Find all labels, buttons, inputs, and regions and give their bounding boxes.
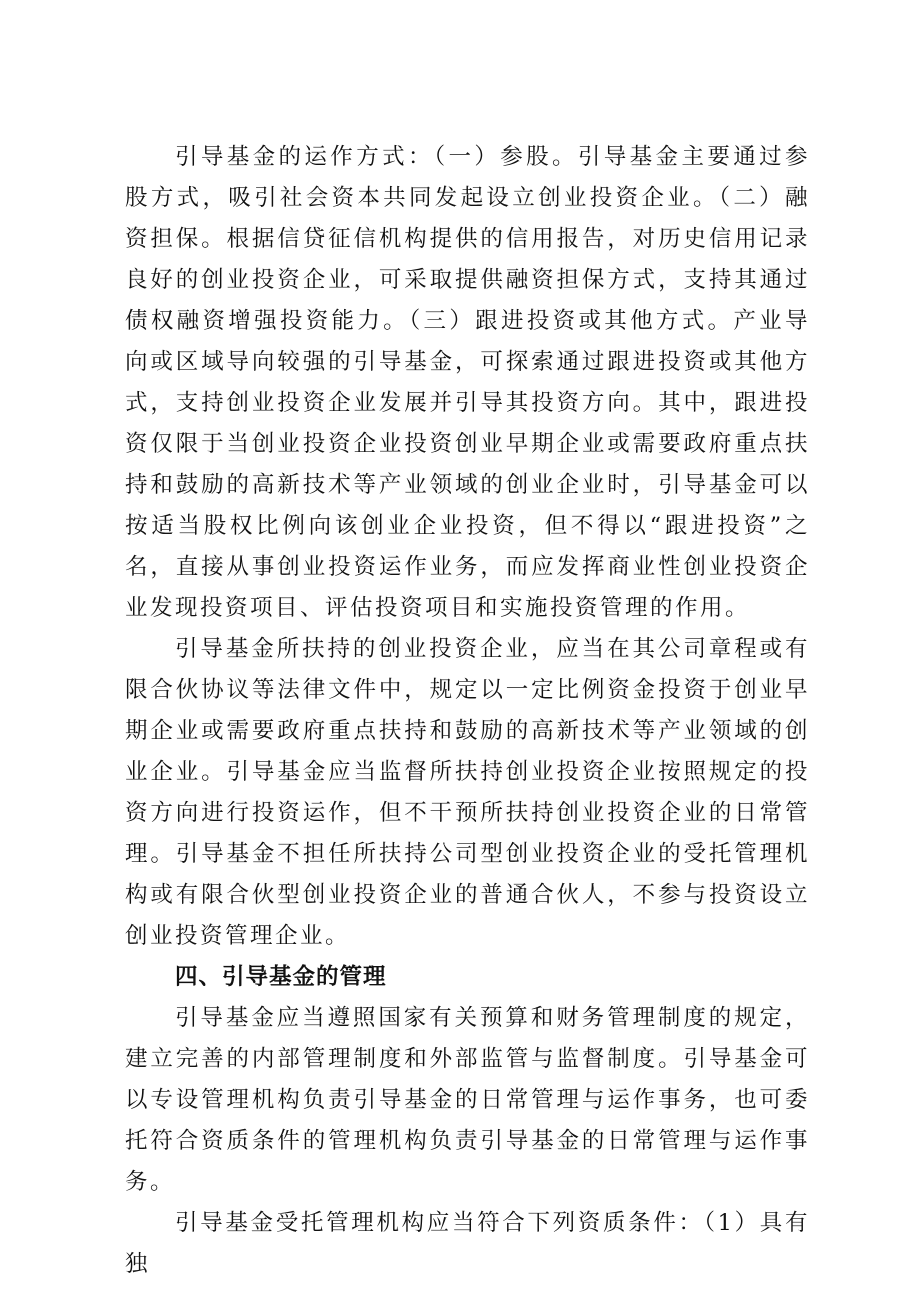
section-heading: 四、引导基金的管理	[175, 964, 387, 990]
paragraph-operation-methods: 引导基金的运作方式：（一）参股。引导基金主要通过参股方式，吸引社会资本共同发起设立创业投资企业。（二）融资担保。根据信贷征信机构提供的信用报告，对历史信用记录良好的创业投资企业，可采取提供融资担保方式，支持其通过债权融资增强投资能力。（三）跟进投资或其他方式。产业导向或区域导向较强的引导基金，可探索通过跟进投资或其他方式，支持创业投资企业发展并引导其投资方向。其中，跟进投资仅限于当创业投资企业投资创业早期企业或需要政府重点扶持和鼓励的高新技术等产业领域的创业企业时，引导基金可以按适当股权比例向该创业企业投资，但不得以“跟进投资”之名，直接从事创业投资运作业务，而应发挥商业性创业投资企业发现投资项目、评估投资项目和实施投资管理的作用。	[125, 144, 810, 621]
paragraph-management-system: 引导基金应当遵照国家有关预算和财务管理制度的规定，建立完善的内部管理制度和外部监管与监督制度。引导基金可以专设管理机构负责引导基金的日常管理与运作事务，也可委托符合资质条件的管理机构负责引导基金的日常管理与运作事务。	[125, 1005, 810, 1195]
paragraph-qualifications: 引导基金受托管理机构应当符合下列资质条件：（1）具有独	[125, 1210, 810, 1277]
document-page	[125, 137, 810, 1285]
paragraph-supported-enterprises: 引导基金所扶持的创业投资企业，应当在其公司章程或有限合伙协议等法律文件中，规定以一定比例资金投资于创业早期企业或需要政府重点扶持和鼓励的高新技术等产业领域的创业企业。引导基金应当监督所扶持创业投资企业按照规定的投资方向进行投资运作，但不干预所扶持创业投资企业的日常管理。引导基金不担任所扶持公司型创业投资企业的受托管理机构或有限合伙型创业投资企业的普通合伙人，不参与投资设立创业投资管理企业。	[125, 636, 810, 949]
